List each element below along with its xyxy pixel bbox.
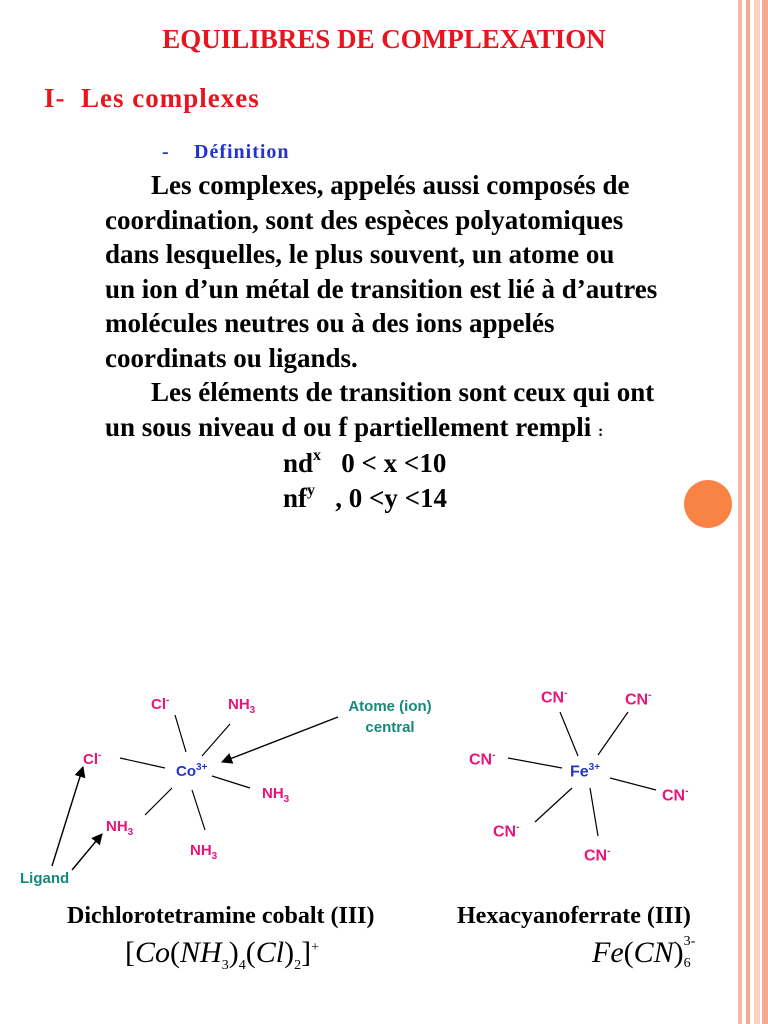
ligand-annotation: Ligand xyxy=(20,870,70,887)
ligand-label: $NH_3$ xyxy=(262,785,290,805)
formula-exponent: x xyxy=(313,447,322,464)
bond-line xyxy=(610,778,656,790)
formula-base: nf xyxy=(283,483,308,513)
ligand-label: CN- xyxy=(493,822,520,841)
arrow-to-ligand xyxy=(72,834,102,870)
paragraph-line: un sous niveau d ou f partiellement rempli xyxy=(105,411,592,442)
arrow-to-center xyxy=(222,717,338,762)
ligand-label: CN- xyxy=(469,750,496,769)
paragraph-line: Les complexes, appelés aussi composés de xyxy=(151,170,630,200)
ligand-label: $NH_3$ xyxy=(190,842,218,862)
ligand-label: CN- xyxy=(584,846,611,865)
subsection-title: Définition xyxy=(194,141,290,163)
complex-name: Hexacyanoferrate (III) xyxy=(457,903,691,929)
paragraph-line: dans lesquelles, le plus souvent, un atome ou xyxy=(105,239,615,269)
bond-line xyxy=(535,788,572,822)
paragraph-line: coordination, sont des espèces polyatomiques xyxy=(105,204,624,235)
page-title: EQUILIBRES DE COMPLEXATION xyxy=(162,24,606,54)
complex-name: Dichlorotetramine cobalt (III) xyxy=(67,903,375,929)
paragraph-colon: : xyxy=(598,422,604,440)
bond-line xyxy=(202,724,230,756)
central-atom-annotation xyxy=(340,696,440,738)
section-title: Les complexes xyxy=(81,83,260,113)
annotation-line: Atome (ion) xyxy=(348,698,432,715)
complex-formula: Fe(CN) 3- 6 xyxy=(592,934,696,971)
bond-line xyxy=(192,790,205,830)
formula-base: nd xyxy=(283,448,314,478)
ligand-label: Cl- xyxy=(151,695,170,713)
bond-line xyxy=(508,758,562,768)
section-number: I- xyxy=(44,83,66,113)
bond-line xyxy=(212,776,250,788)
ligand-label: CN- xyxy=(625,690,652,709)
central-atom-label: $Fe^{3+}$ xyxy=(570,762,601,781)
ligand-label: $NH_3$ xyxy=(228,696,256,716)
ligand-label: CN- xyxy=(541,688,568,707)
central-atom-label: $Co^{3+}$ xyxy=(176,762,208,780)
annotation-line: central xyxy=(365,719,415,736)
arrow-to-ligand xyxy=(52,767,83,866)
bond-line xyxy=(598,712,628,755)
bond-line xyxy=(120,758,165,768)
paragraph-line: molécules neutres ou à des ions appelés xyxy=(105,308,555,338)
bond-line xyxy=(560,712,578,756)
formula-condition: , 0 <y <14 xyxy=(335,483,448,513)
complex-formula: $[Co(NH_3)_4(Cl)_2]^+$ xyxy=(125,936,319,973)
ligand-label: CN- xyxy=(662,786,689,805)
paragraph-line: coordinats ou ligands. xyxy=(105,342,358,373)
subsection-dash: - xyxy=(162,141,170,163)
bond-line xyxy=(175,715,186,752)
bond-line xyxy=(590,788,598,836)
ligand-label: Cl- xyxy=(83,750,102,768)
bond-line xyxy=(145,788,172,815)
paragraph-line: un ion d’un métal de transition est lié à d’autres xyxy=(105,273,658,304)
paragraph-line: Les éléments de transition sont ceux qui ont xyxy=(151,377,655,407)
formula-condition: 0 < x <10 xyxy=(341,448,447,478)
ligand-label: $NH_3$ xyxy=(106,818,134,838)
formula-exponent: y xyxy=(307,482,316,499)
